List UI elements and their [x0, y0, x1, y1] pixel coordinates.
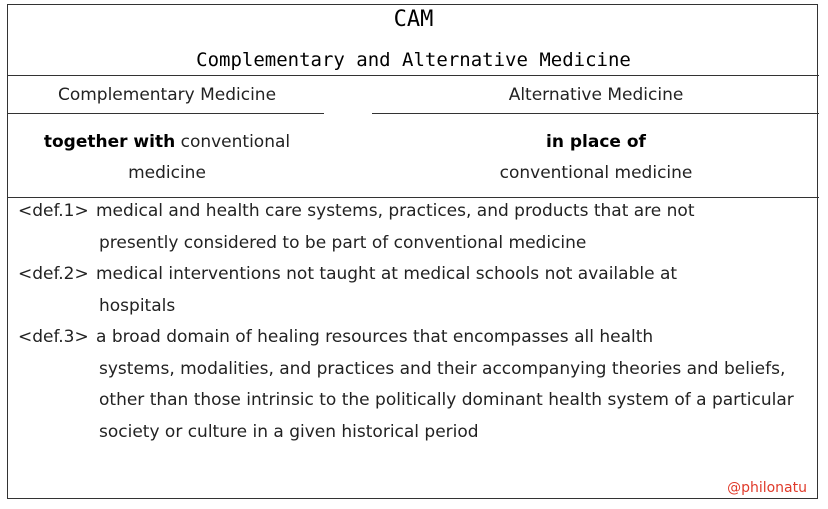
definition-1-text: medical and health care systems, practices, and products that are not [96, 201, 695, 221]
alternative-description-line1 [373, 127, 819, 158]
table-title: CAM [393, 7, 434, 32]
definition-1-line1 [18, 196, 818, 228]
alternative-heading: Alternative Medicine [508, 85, 684, 105]
definition-2-tag: <def.2> [18, 264, 89, 284]
divider-under-title [8, 75, 819, 76]
definition-3-text: a broad domain of healing resources that encompasses all health [96, 327, 654, 347]
complementary-heading: Complementary Medicine [57, 85, 277, 105]
definition-1-continuation: presently considered to be part of conventional medicine [99, 232, 587, 253]
alternative-description-line2: conventional medicine [499, 163, 693, 183]
definition-3-tag: <def.3> [18, 327, 89, 347]
alternative-description [373, 127, 819, 189]
definition-2 [18, 259, 818, 322]
definition-2-text: medical interventions not taught at medical schools not available at [96, 264, 678, 284]
definition-2-continuation: hospitals [99, 295, 176, 316]
definition-1-tag: <def.1> [18, 201, 89, 221]
divider-under-alternative [372, 113, 819, 114]
definition-3-continuation: systems, modalities, and practices and their accompanying theories and beliefs, other than those intrinsic to the politically dominant health system of a particular society or culture in a given historical period [99, 358, 794, 442]
complementary-text: conventional [175, 132, 291, 152]
definition-2-line1 [18, 259, 818, 291]
table-subtitle: Complementary and Alternative Medicine [196, 49, 631, 71]
divider-under-complementary [8, 113, 324, 114]
definition-3-line1 [18, 322, 798, 354]
watermark-handle: @philonatu [727, 480, 807, 496]
definition-3 [18, 322, 798, 448]
complementary-description [8, 127, 326, 189]
complementary-description-line1 [8, 127, 326, 158]
alternative-emphasis: in place of [546, 132, 646, 152]
definition-1 [18, 196, 818, 259]
cam-table [7, 4, 818, 499]
complementary-description-line2: medicine [128, 163, 206, 183]
complementary-emphasis: together with [43, 132, 176, 152]
